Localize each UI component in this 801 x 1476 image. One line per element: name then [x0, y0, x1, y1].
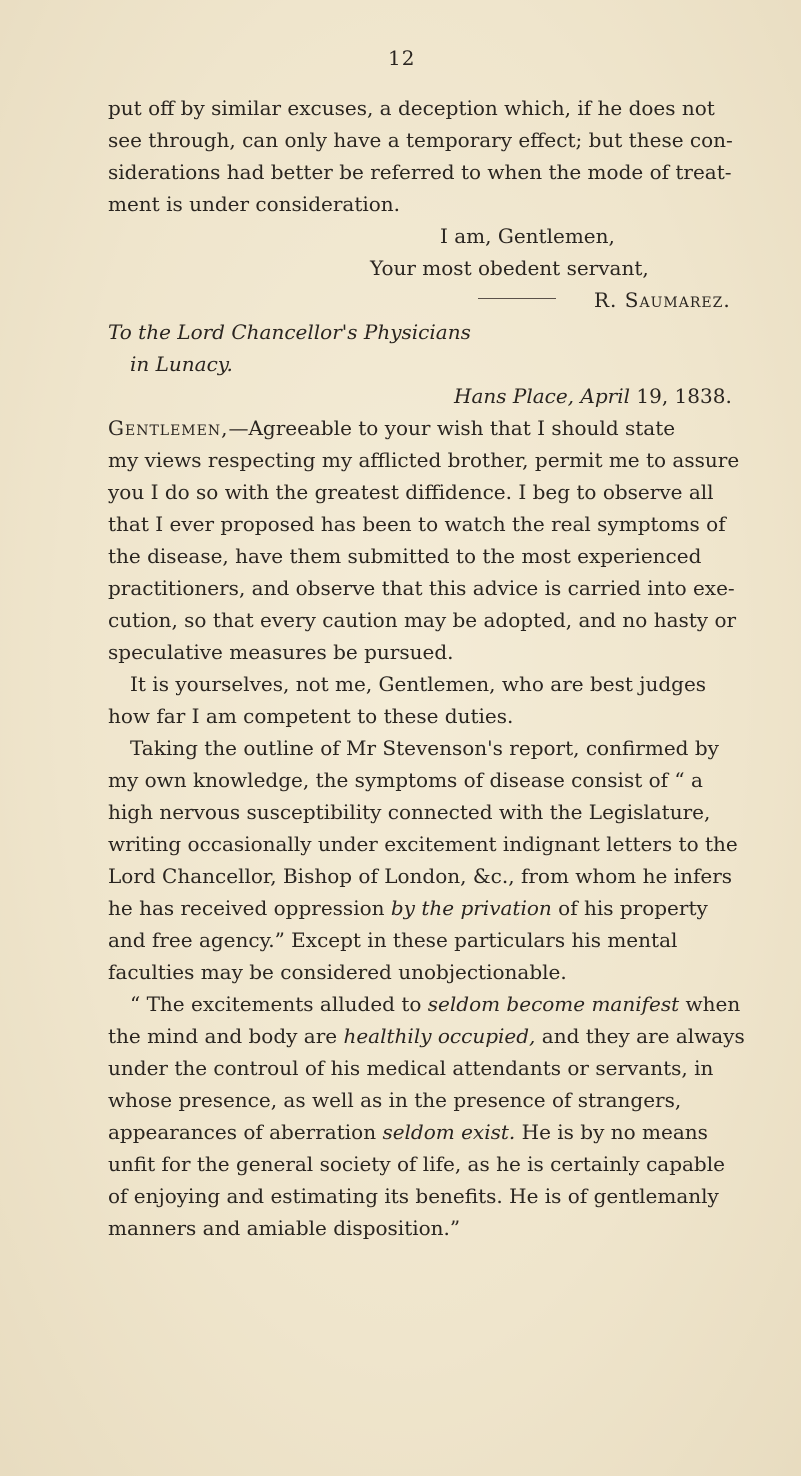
emphasis: by the privation — [390, 896, 552, 920]
text-line: my views respecting my afflicted brother, permit me to assure — [108, 448, 740, 472]
text-fragment: He is by no means — [515, 1120, 708, 1144]
closing-line: Your most obedent servant, — [370, 256, 649, 280]
text-line: siderations had better be referred to when the mode of treat- — [108, 160, 732, 184]
text-line: practitioners, and observe that this advice is carried into exe- — [108, 576, 735, 600]
closing-line: I am, Gentlemen, — [440, 224, 615, 248]
addressee-line: To the Lord Chancellor's Physicians — [108, 320, 471, 344]
text-fragment: the mind and body are — [108, 1024, 344, 1048]
text-line: high nervous susceptibility connected with the Legislature, — [108, 800, 711, 824]
text-line: faculties may be considered unobjectionable. — [108, 960, 567, 984]
text-fragment: he has received oppression — [108, 896, 391, 920]
paragraph-5 — [108, 988, 768, 1244]
paragraph-3 — [108, 668, 768, 732]
paragraph-2 — [108, 412, 768, 668]
text-line: the disease, have them submitted to the most experienced — [108, 544, 702, 568]
dateline-month: April — [580, 384, 631, 408]
text-line: cution, so that every caution may be adopted, and no hasty or — [108, 608, 737, 632]
dateline-date: 19, 1838. — [636, 384, 732, 408]
text-line: and free agency.” Except in these particulars his mental — [108, 928, 678, 952]
text-fragment: when — [679, 992, 741, 1016]
text-line: whose presence, as well as in the presence of strangers, — [108, 1088, 682, 1112]
salutation: Gentlemen, — [108, 416, 229, 440]
text-line: Taking the outline of Mr Stevenson's report, confirmed by — [130, 736, 719, 760]
section-divider — [478, 298, 556, 299]
emphasis: healthily occupied, — [343, 1024, 536, 1048]
page-number: 12 — [388, 46, 416, 70]
text-line: It is yourselves, not me, Gentlemen, who are best judges — [130, 672, 707, 696]
text-line: see through, can only have a temporary effect; but these con- — [108, 128, 733, 152]
letter-closing — [108, 220, 768, 316]
text-line: Lord Chancellor, Bishop of London, &c., from whom he infers — [108, 864, 733, 888]
text-line: under the controul of his medical attendants or servants, in — [108, 1056, 714, 1080]
text-line: writing occasionally under excitement indignant letters to the — [108, 832, 738, 856]
text-line: ment is under consideration. — [108, 192, 401, 216]
text-line: —Agreeable to your wish that I should state — [228, 416, 676, 440]
text-line: unfit for the general society of life, as he is certainly capable — [108, 1152, 725, 1176]
paragraph-continuation — [108, 92, 768, 220]
text-fragment: “ The excitements alluded to — [130, 992, 428, 1016]
text-fragment: and they are always — [535, 1024, 745, 1048]
text-line: manners and amiable disposition.” — [108, 1216, 461, 1240]
text-line: speculative measures be pursued. — [108, 640, 454, 664]
dateline-place: Hans Place, — [454, 384, 575, 408]
text-fragment: of his property — [551, 896, 708, 920]
addressee-line: in Lunacy. — [130, 352, 233, 376]
text-line: you I do so with the greatest diffidence. I beg to observe all — [108, 480, 714, 504]
text-fragment: appearances of aberration — [108, 1120, 383, 1144]
text-line: that I ever proposed has been to watch the real symptoms of — [108, 512, 726, 536]
text-line: how far I am competent to these duties. — [108, 704, 514, 728]
signature: R. Saumarez. — [594, 288, 731, 312]
text-line: of enjoying and estimating its benefits. He is of gentlemanly — [108, 1184, 719, 1208]
emphasis: seldom become manifest — [427, 992, 680, 1016]
dateline — [108, 380, 768, 412]
paragraph-4 — [108, 732, 768, 988]
addressee — [108, 316, 768, 380]
emphasis: seldom exist. — [382, 1120, 516, 1144]
text-line: put off by similar excuses, a deception which, if he does not — [108, 96, 715, 120]
text-line: my own knowledge, the symptoms of disease consist of “ a — [108, 768, 703, 792]
